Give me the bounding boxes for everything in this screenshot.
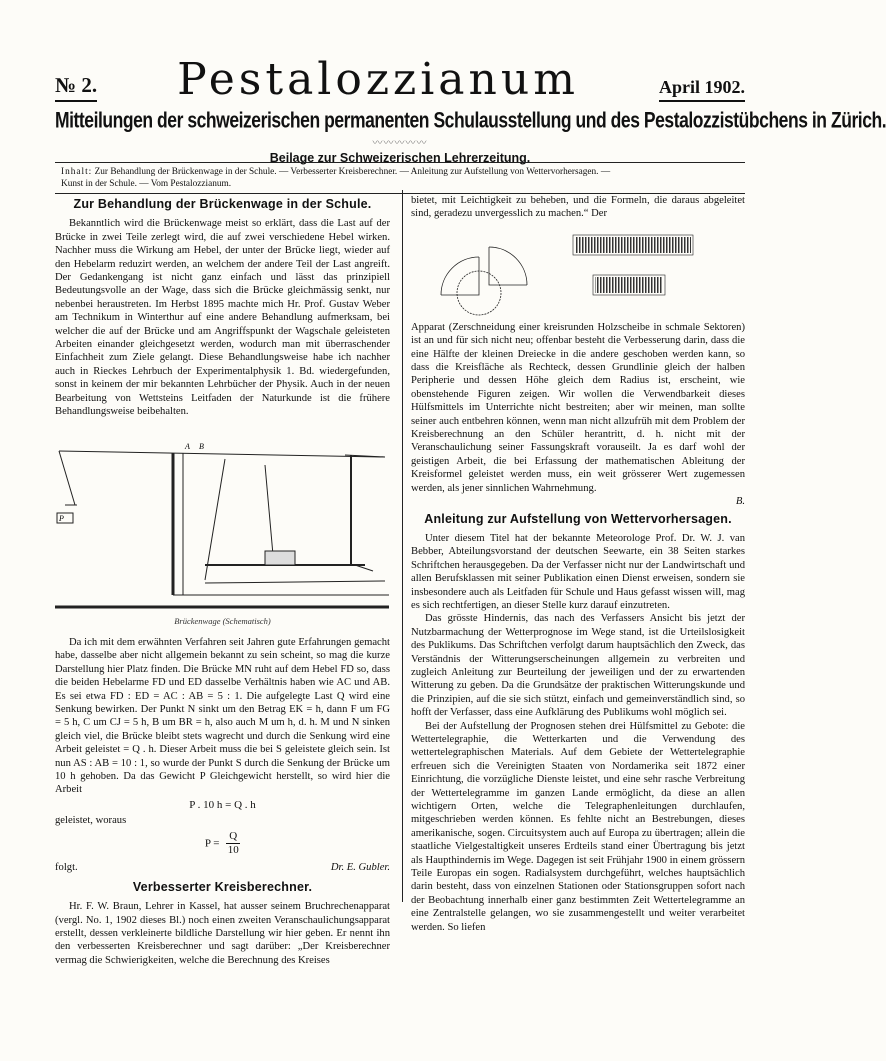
masthead-subtitle: Mitteilungen der schweizerischen permanenten Schulausstellung und des Pestalozzistübchens in Zürich.	[55, 107, 886, 133]
article-paragraph: Da ich mit dem erwähnten Verfahren seit Jahren gute Erfahrungen gemacht habe, dasselbe aber nicht allgemein bekannt zu sein scheint, so mag die kurze Darstellung hier Platz finden. Die Brücke MN ruht auf dem Hebel FD so, dass die beiden Hebelarme FD und ED dasselbe Verhältnis haben wie AC und AB. Es sei etwa FD : ED = AC : AB = 5 : 1. Die aufgelegte Last Q wird eine Senkung bewirken. Der Punkt N sinkt um den Betrag EK = h, dann F um FG = 5 h, C um CJ = 5 h, B um BR = h, also auch M um h, d. h. M und N sinken gleich viel, die Brücke bleibt stets wagrecht und durch die Senkung wird eine Arbeit geleistet = Q . h. Dieser Arbeit muss die bei S geleistete gleich sein. Ist nun AS : AB = 10 : 1, so wurde der Punkt S durch die Senkung der Brücke um 10 h gehoben. Da das Gewicht P Gleichgewicht herstellt, so wird hier die Arbeit	[55, 636, 390, 796]
label-a: A	[185, 441, 190, 451]
toc-line-2: Kunst in der Schule. — Vom Pestalozzianum.	[61, 179, 232, 189]
author-signature-b: B.	[735, 496, 745, 508]
publication-title: Pestalozzianum	[177, 54, 579, 105]
issue-number: № 2.	[55, 73, 97, 102]
article-heading-kreisberechner: Verbesserter Kreisberechner.	[132, 879, 313, 894]
bridge-scale-figure	[55, 425, 390, 615]
right-column	[407, 194, 745, 934]
label-p: P	[59, 513, 64, 523]
supplement-line: Beilage zur Schweizerischen Lehrerzeitung.	[269, 151, 531, 165]
article-paragraph: Apparat (Zerschneidung einer kreisrunden Holzscheibe in schmale Sektoren) ist an und für sich nicht neu; offenbar besteht die Verbesserung darin, dass die eine Hälfte der kleinen Dreiecke in die andere geschoben werden kann, so dass die Kreisfläche als Rechteck, dessen Grundlinie gleich der halben Peripherie und dessen Höhe gleich dem Radius ist, erscheint, wie obenstehende Figuren zeigen. Wir wollen die Verwendbarkeit dieses Hülfsmittels im Unterrichte nicht bestreiten; aber wir meinen, man sollte seiner auch entbehren können, wenn man nicht allzufrüh mit dem Problem der Kreisberechnung an den Schüler herantritt, d. h. nicht mit der Veranschaulichung seiner Fassungskraft vorauseilt. Ja es darf wohl der geistigen Arbeit, die bei Erfassung der mathematischen Ableitung der Kreisformel geleistet werden muss, ein weit grösserer Wert zugemessen werden, als jener sinnlichen Wahrnehmung.	[411, 321, 745, 494]
circle-calculator-figure	[411, 225, 741, 315]
toc-label: Inhalt:	[61, 167, 93, 177]
sector-stripes	[575, 237, 691, 293]
author-signature: Dr. E. Gubler.	[330, 862, 390, 874]
article-paragraph: Bekanntlich wird die Brückenwage meist so erklärt, dass die Last auf der Brücke in zwei Teile zerlegt wird, die auf zwei verschiedene Hebel wirken. Nachher muss die Wirkung am Hebel, der unter der Brücke liegt, wieder auf den Hebelarm reduzirt werden, an welchem der andere Teil der Last angreift. Der Gedankengang ist nicht ganz einfach und lässt das prinzipiell Bedeutungsvolle an der Wage, dass sich die Brücke gleichmässig senkt, nur nebenbei heraustreten. Im Herbst 1895 machte mich Hr. Prof. Gustav Weber am Technikum in Winterthur auf eine andere Behandlung aufmerksam, bei welcher die auf der Brücke und am Angriffspunkt der Wagschale geleisteten Arbeiten einander gleichgesetzt werden, wodurch man mit überraschender Einfachheit zum Ziele gelangt. Diese Behandlungsweise habe ich nachher auch in Rieckes Lehrbuch der Experimentalphysik 1. Bd. wiedergefunden, sonst in keinem der mir bekannten Lehrbücher der Physik. Auch in der neuen Bearbeitung von Wettsteins Leitfaden der Naturkunde ist die frühere Behandlungsweise beibehalten.	[55, 218, 390, 418]
article-heading-wettervorhersagen: Anleitung zur Aufstellung von Wettervorhersagen.	[424, 511, 732, 526]
article-paragraph: Bei der Aufstellung der Prognosen stehen drei Hülfsmittel zu Gebote: die Wettertelegraphie, die Wetterkarten und die Verwendung des wettertelegraphischen Materials. Auf dem Gebiete der Wettertelegraphie erfreuen sich die Vereinigten Staaten von Nordamerika seit 1872 einer Einrichtung, die vorzügliche Dienste leistet, und eine sehr rasche Verbreitung der Wettertelegramme im ganzen Lande ermöglicht, da diese an allen wichtigern Orten, welche die Telegraphenleitungen durchlaufen, mitgeschrieben werden können. Es fehlte nicht an Bestrebungen, dieses amerikanische, sogen. Circuitsystem auch auf Europa zu übertragen; allein die staatliche Vielgestaltigkeit unseres Erdteils stand einer Übertragung bis jetzt als Haupthindernis im Wege. Dagegen ist seit Frühjahr 1900 in einem grössern Teile Europas ein sogen. Radialsystem durchgeführt, welches hauptsächlich darin besteht, dass von einzelnen Stationen oder Stationsgruppen sofort nach der Beobachtung innerhalb einer ganz bestimmten Zeit Wettertelegramme an eine Zentralstelle gelangen, wo sie zusammengestellt und weiter verarbeitet werden. So liefen	[411, 720, 745, 933]
figure-caption: Brückenwage (Schematisch)	[174, 615, 271, 626]
toc-line-1: Zur Behandlung der Brückenwage in der Schule. — Verbesserter Kreisberechner. — Anleitung zur Aufstellung von Wettervorhersagen. —	[94, 167, 611, 177]
table-of-contents	[55, 162, 745, 194]
equation-lhs: P =	[204, 837, 220, 850]
article-paragraph: geleistet, woraus	[55, 815, 127, 827]
masthead-row	[55, 54, 745, 105]
fraction-denominator: 10	[227, 844, 239, 856]
label-b: B	[199, 441, 204, 451]
masthead	[55, 54, 886, 165]
ornament-divider: 〰〰〰〰〰	[372, 138, 428, 149]
article-paragraph: bietet, mit Leichtigkeit zu beheben, und die Formeln, die daraus abgeleitet sind, geradezu unvergesslich zu machen.“ Der	[411, 195, 745, 220]
fraction	[226, 830, 240, 858]
fraction-numerator: Q	[226, 830, 240, 844]
equation-result	[55, 830, 390, 858]
article-paragraph: Hr. F. W. Braun, Lehrer in Kassel, hat ausser seinem Bruchrechenapparat (vergl. No. 1, 1902 dieses Bl.) noch einen zweiten Veranschaulichungsapparat erstellt, dessen verkleinerte bildliche Darstellung wir hier geben. Er nennt ihn den verbesserten Kreisberechner und sagt darüber: „Der Kreisberechner vermag die Schwierigkeiten, welche die Berechnung des Kreises	[55, 901, 390, 966]
issue-date: April 1902.	[659, 77, 745, 102]
article-heading-brueckenwage: Zur Behandlung der Brückenwage in der Schule.	[73, 197, 372, 211]
signature-line	[55, 861, 390, 874]
article-paragraph: Unter diesem Titel hat der bekannte Meteorologe Prof. Dr. W. J. van Bebber, Abteilungsvorstand der deutschen Seewarte, ein 38 Seiten starkes Schriftchen herausgegeben. Da der Verfasser nicht nur der Landwirtschaft und allen Berufsklassen mit seiner Publikation einen Dienst erweisen, sondern sie insbesondere auch als Leitfaden für Schule und Haus gefasst wissen will, mag es sich rechtfertigen, an dieser Stelle kurz darauf einzutreten.	[411, 532, 745, 611]
article-paragraph: Das grösste Hindernis, das nach des Verfassers Ansicht bis jetzt der Nutzbarmachung der Wetterprognose im Wege stand, ist die Urteilslosigkeit des Puklikums. Das Schriftchen verfolgt darum hauptsächlich den Zweck, das Verständnis der Witterungserscheinungen allgemein zu verbreiten und zugleich Anleitung zur Beurteilung der jeweiligen und der zu erwartenden Witterung zu geben. Da die Grundsätze der praktischen Witterungskunde und die Prinzipien, auf die sie sich stützt, einfach und gemeinverständlich sind, so hofft der Verfasser, dass eine Aufklärung des Publikums wohl möglich sei.	[411, 613, 745, 719]
closing-word: folgt.	[55, 862, 78, 874]
left-column	[55, 194, 398, 967]
column-divider	[402, 190, 403, 902]
equation-work: P . 10 h = Q . h	[189, 798, 256, 811]
